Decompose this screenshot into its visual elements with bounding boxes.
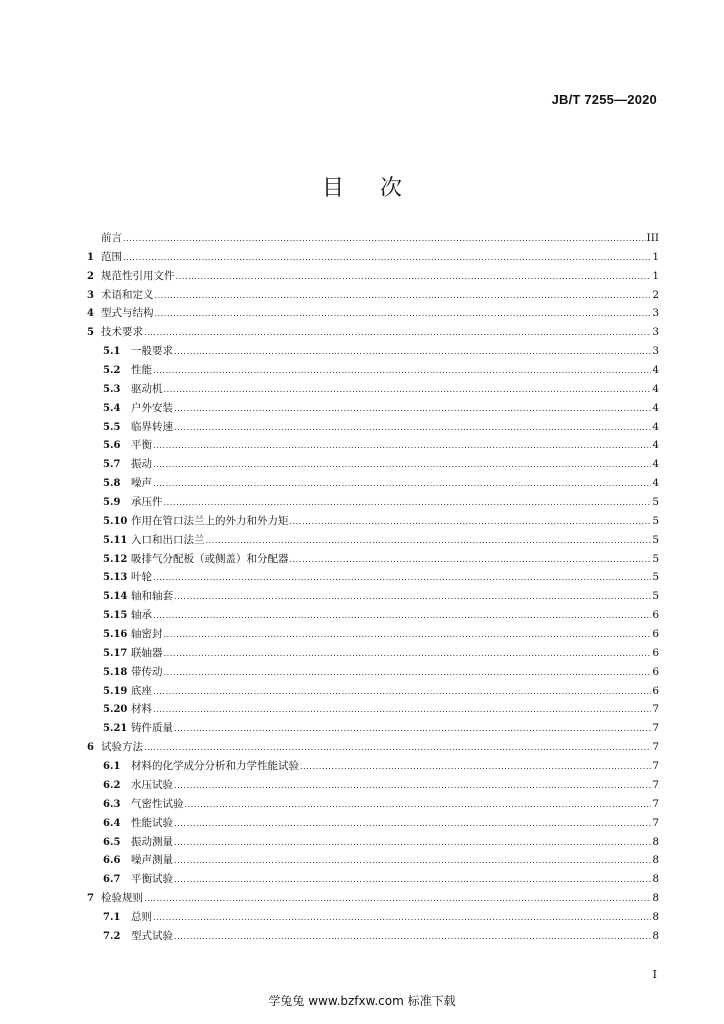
toc-entry[interactable] [87, 815, 659, 834]
toc-entry-number: 5.6 [103, 440, 121, 452]
toc-leader-dots [206, 536, 652, 545]
toc-entry-page: 7 [652, 722, 659, 735]
toc-leader-dots [153, 611, 651, 620]
toc-entry-page: 4 [652, 420, 659, 433]
toc-entry-page: 3 [652, 326, 659, 339]
toc-entry[interactable] [87, 588, 659, 607]
toc-entry[interactable] [87, 890, 659, 909]
toc-entry-page: 4 [652, 439, 659, 452]
toc-entry[interactable] [87, 343, 659, 362]
toc-leader-dots [123, 253, 651, 262]
toc-entry-label: 带传动 [131, 665, 163, 678]
toc-entry-label: 吸排气分配板（或侧盖）和分配器 [131, 552, 289, 565]
toc-entry-number: 5.12 [103, 553, 128, 565]
toc-entry-page: 5 [652, 590, 659, 603]
toc-entry-number: 5.19 [103, 685, 128, 697]
toc-entry[interactable] [87, 739, 659, 758]
toc-entry-number: 5.16 [103, 629, 128, 641]
toc-leader-dots [174, 781, 651, 790]
toc-entry-label: 试验方法 [101, 741, 143, 754]
toc-entry-number: 4 [87, 308, 94, 320]
toc-entry-number: 5.2 [103, 365, 121, 377]
toc-entry[interactable] [87, 305, 659, 324]
toc-entry-number: 5.17 [103, 647, 128, 659]
toc-leader-dots [174, 819, 651, 828]
toc-entry-label: 噪声测量 [131, 854, 173, 867]
toc-entry-number: 5.14 [103, 591, 128, 603]
toc-entry[interactable] [87, 249, 659, 268]
toc-entry[interactable] [87, 324, 659, 343]
toc-entry-number: 6.6 [103, 855, 121, 867]
toc-entry-number: 5.5 [103, 421, 121, 433]
toc-entry-label: 作用在管口法兰上的外力和外力矩 [131, 514, 289, 527]
toc-entry-page: 7 [652, 760, 659, 773]
toc-entry-page: 6 [652, 609, 659, 622]
toc-entry-number: 5.9 [103, 497, 121, 509]
toc-entry-page: 5 [652, 496, 659, 509]
toc-leader-dots [164, 630, 652, 639]
toc-entry[interactable] [87, 569, 659, 588]
toc-entry-label: 规范性引用文件 [101, 269, 175, 282]
toc-entry[interactable] [87, 758, 659, 777]
toc-title [0, 171, 724, 202]
toc-entry-page: 2 [652, 288, 659, 301]
toc-entry-number: 6.1 [103, 761, 121, 773]
toc-entry-number: 7 [87, 893, 94, 905]
toc-entry-number: 5.18 [103, 666, 128, 678]
toc-entry-page: 8 [652, 835, 659, 848]
toc-entry-label: 入口和出口法兰 [131, 533, 205, 546]
toc-entry[interactable] [87, 419, 659, 438]
toc-leader-dots [176, 272, 652, 281]
toc-entry-label: 材料 [131, 703, 152, 716]
toc-leader-dots [174, 404, 651, 413]
toc-leader-dots [153, 705, 651, 714]
toc-entry-label: 气密性试验 [131, 797, 184, 810]
toc-entry-label: 一般要求 [131, 345, 173, 358]
toc-entry-number: 6.4 [103, 817, 121, 829]
toc-entry-number: 5.7 [103, 459, 121, 471]
toc-entry[interactable] [87, 551, 659, 570]
toc-entry-number: 5.20 [103, 704, 128, 716]
toc-entry-label: 承压件 [131, 496, 163, 509]
toc-entry[interactable] [87, 683, 659, 702]
toc-entry-label: 型式试验 [131, 929, 173, 942]
toc-entry-label: 水压试验 [131, 778, 173, 791]
toc-leader-dots [174, 856, 651, 865]
toc-entry[interactable] [87, 871, 659, 890]
toc-entry-page: 1 [652, 269, 659, 282]
toc-leader-dots [185, 800, 652, 809]
toc-entry-label: 驱动机 [131, 382, 163, 395]
toc-entry[interactable] [87, 362, 659, 381]
toc-entry-label: 轴密封 [131, 628, 163, 641]
toc-entry-label: 临界转速 [131, 420, 173, 433]
footer-watermark: 学兔兔 www.bzfxw.com 标准下载 [268, 994, 456, 1008]
toc-entry-number: 5.21 [103, 723, 128, 735]
toc-entry-number: 7.1 [103, 911, 121, 923]
toc-leader-dots [153, 573, 651, 582]
toc-entry-label: 噪声 [131, 477, 152, 490]
toc-entry-label: 技术要求 [101, 326, 143, 339]
toc-entry[interactable] [87, 437, 659, 456]
toc-leader-dots [153, 366, 651, 375]
toc-entry-number: 5.4 [103, 402, 121, 414]
toc-entry-page: 5 [652, 514, 659, 527]
toc-entry-page: 4 [652, 477, 659, 490]
toc-leader-dots [290, 555, 652, 564]
toc-entry-label: 户外安装 [131, 401, 173, 414]
toc-entry-label: 检验规则 [101, 892, 143, 905]
toc-leader-dots [155, 309, 652, 318]
toc-entry-page: 7 [652, 778, 659, 791]
toc-entry-number: 7.2 [103, 930, 121, 942]
toc-entry-page: 5 [652, 552, 659, 565]
toc-entry-label: 叶轮 [131, 571, 152, 584]
toc-entry-label: 前言 [101, 232, 122, 244]
toc-entry-page: 8 [652, 854, 659, 867]
toc-entry-page: III [646, 232, 659, 244]
toc-entry-page: 4 [652, 364, 659, 377]
toc-entry[interactable] [87, 494, 659, 513]
toc-entry-number: 5.13 [103, 572, 128, 584]
toc-title-char1: 目 [321, 176, 344, 201]
toc-entry-label: 型式与结构 [101, 307, 154, 320]
toc-leader-dots [290, 517, 652, 526]
toc-leader-dots [155, 291, 652, 300]
toc-entry-number: 5.8 [103, 478, 121, 490]
toc-entry-number: 5.3 [103, 383, 121, 395]
toc-entry-page: 6 [652, 628, 659, 641]
toc-leader-dots [153, 460, 651, 469]
toc-leader-dots [174, 347, 651, 356]
toc-entry[interactable] [87, 513, 659, 532]
toc-entry-page: 7 [652, 741, 659, 754]
toc-entry[interactable] [87, 928, 659, 947]
toc-entry[interactable] [87, 720, 659, 739]
toc-entry[interactable] [87, 626, 659, 645]
toc-entry-page: 5 [652, 533, 659, 546]
toc-entry-label: 振动 [131, 458, 152, 471]
toc-entry-page: 3 [652, 307, 659, 320]
toc-leader-dots [144, 894, 651, 903]
toc-entry-page: 6 [652, 684, 659, 697]
toc-entry-label: 振动测量 [131, 835, 173, 848]
toc-entry-number: 5.15 [103, 610, 128, 622]
toc-entry[interactable] [87, 268, 659, 287]
toc-leader-dots [164, 649, 652, 658]
toc-entry-page: 7 [652, 797, 659, 810]
toc-entry-page: 8 [652, 873, 659, 886]
toc-entry-page: 5 [652, 571, 659, 584]
toc-entry-page: 8 [652, 892, 659, 905]
toc-entry[interactable] [87, 287, 659, 306]
toc-entry-page: 4 [652, 458, 659, 471]
toc-entry-label: 术语和定义 [101, 288, 154, 301]
toc-entry-label: 联轴器 [131, 646, 163, 659]
toc-entry-label: 平衡试验 [131, 873, 173, 886]
toc-entry[interactable] [87, 834, 659, 853]
toc-entry-number: 6.7 [103, 874, 121, 886]
toc-entry-label: 材料的化学成分分析和力学性能试验 [131, 760, 299, 773]
toc-entry-number: 5 [87, 327, 94, 339]
toc-entry-number: 2 [87, 270, 94, 282]
page-number: I [652, 968, 657, 981]
toc-leader-dots [153, 441, 651, 450]
toc-leader-dots [174, 875, 651, 884]
toc-entry[interactable] [87, 456, 659, 475]
toc-entry-number: 1 [87, 251, 94, 263]
toc-entry[interactable] [87, 701, 659, 720]
toc-leader-dots [174, 423, 651, 432]
toc-entry[interactable] [87, 909, 659, 928]
toc-entry[interactable] [87, 796, 659, 815]
toc-entry[interactable] [87, 852, 659, 871]
toc-entry-label: 底座 [131, 684, 152, 697]
toc-entry-page: 7 [652, 703, 659, 716]
toc-leader-dots [174, 592, 651, 601]
toc-entry-number: 5.10 [103, 515, 128, 527]
toc-leader-dots [144, 743, 651, 752]
toc-entry[interactable] [87, 664, 659, 683]
toc-entry-number: 5.11 [103, 534, 128, 546]
toc-entry[interactable] [87, 532, 659, 551]
table-of-contents [87, 230, 659, 947]
toc-leader-dots [153, 687, 651, 696]
toc-entry-label: 总则 [131, 910, 152, 923]
toc-entry-label: 轴承 [131, 609, 152, 622]
toc-entry-label: 范围 [101, 250, 122, 263]
toc-leader-dots [153, 479, 651, 488]
toc-entry[interactable] [87, 230, 659, 249]
toc-leader-dots [174, 932, 651, 941]
toc-entry-label: 轴和轴套 [131, 590, 173, 603]
toc-leader-dots [174, 724, 651, 733]
toc-leader-dots [174, 838, 651, 847]
toc-entry-page: 4 [652, 401, 659, 414]
toc-entry-page: 7 [652, 816, 659, 829]
toc-entry-label: 平衡 [131, 439, 152, 452]
toc-entry-label: 性能试验 [131, 816, 173, 829]
toc-entry-page: 1 [652, 250, 659, 263]
toc-entry-label: 铸件质量 [131, 722, 173, 735]
toc-entry[interactable] [87, 645, 659, 664]
toc-leader-dots [164, 498, 652, 507]
toc-entry[interactable] [87, 400, 659, 419]
toc-entry-page: 8 [652, 910, 659, 923]
toc-title-char2: 次 [380, 176, 403, 201]
toc-entry[interactable] [87, 607, 659, 626]
toc-entry-page: 6 [652, 646, 659, 659]
toc-leader-dots [300, 762, 651, 771]
toc-entry-page: 4 [652, 382, 659, 395]
toc-leader-dots [123, 234, 646, 243]
toc-entry-label: 性能 [131, 364, 152, 377]
standard-code: JB/T 7255—2020 [551, 92, 657, 107]
toc-entry-number: 6 [87, 742, 94, 754]
toc-entry-number: 6.5 [103, 836, 121, 848]
toc-leader-dots [164, 385, 652, 394]
toc-entry[interactable] [87, 475, 659, 494]
toc-entry-page: 8 [652, 929, 659, 942]
toc-entry-number: 6.3 [103, 798, 121, 810]
toc-leader-dots [144, 328, 651, 337]
toc-entry[interactable] [87, 777, 659, 796]
toc-entry-page: 6 [652, 665, 659, 678]
toc-entry[interactable] [87, 381, 659, 400]
toc-entry-page: 3 [652, 345, 659, 358]
toc-leader-dots [153, 913, 651, 922]
toc-entry-number: 6.2 [103, 779, 121, 791]
toc-entry-number: 3 [87, 289, 94, 301]
toc-leader-dots [164, 668, 652, 677]
toc-entry-number: 5.1 [103, 346, 121, 358]
